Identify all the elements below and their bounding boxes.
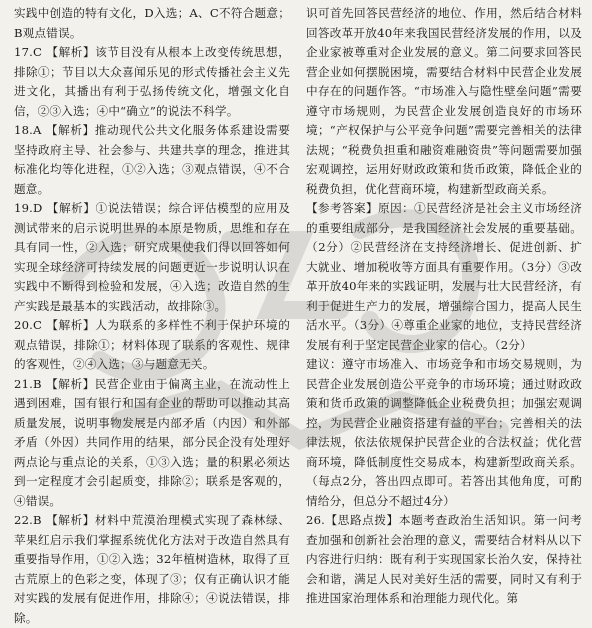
reference-answer: 【参考答案】原因：①民营经济是社会主义市场经济的重要组成部分，是我国经济社会发展的重要基础。（2分）②民营经济在支持经济增长、促进创新、扩大就业、增加税收等方面具有重要作用。（3分）③改革开放40年来的实践证明，发展与壮大民营经济，有利于促进生产力的发展，增强综合国力，提高人民生活水平。（3分）④尊重企业家的地位，支持民营经济发展有利于坚定民营企业家的信心。（2分） [306,201,582,352]
answer-20: 20.C 【解析】人为联系的多样性不利于保护环境的观点错误，排除①；材料体现了联系的客观性、规律的客观性，②④入选；③与题意无关。 [14,318,290,371]
answer-18: 18.A 【解析】推动现代公共文化服务体系建设需要坚持政府主导、社会参与、共建共享的理念，推进其标准化均等化进程，①②入选；③观点错误，④不合题意。 [14,123,290,196]
left-column [14,4,290,625]
left-paragraph: 实践中创造的特有文化，D入选；A、C不符合题意；B观点错误。 [14,6,290,40]
answer-26: 26.【思路点拨】本题考查政治生活知识。第一问考查加强和创新社会治理的意义，需要结合材料从以下内容进行归纳：既有利于实现国家长治久安，保持社会和谐，满足人民对美好生活的需要，同时又有利于推进国家治理体系和治理能力现代化。第 [306,513,582,605]
answer-19: 19.D 【解析】①说法错误；综合评估模型的应用及测试带来的启示说明世界的本原是物质，思维和存在具有同一性，②入选；研究成果使我们得以回答如何实现全球经济可持续发展的问题更近一步说明认识在实践中不断得到检验和发展，④入选；改造自然的生产实践是最基本的实践活动，故排除③。 [14,201,290,313]
answer-17: 17.C 【解析】该节目没有从根本上改变传统思想，排除①；节目以大众喜闻乐见的形式传播社会主义先进文化，其播出有利于弘扬传统文化，增强文化自信，②③入选；④中“确立”的说法不科学。 [14,45,290,118]
right-column [306,4,582,625]
right-paragraph-continued: 识可首先回答民营经济的地位、作用，然后结合材料回答改革开放40年来我国民营经济发展的作用，以及企业家被尊重对企业发展的意义。第二问要求回答民营企业如何摆脱困境，需要结合材料中民营企业发展中存在的问题作答。“市场准入与隐性壁垒问题”需要遵守市场规则，为民营企业发展创造良好的市场环境；“产权保护与公平竞争问题”需要完善相关的法律法规；“税费负担重和融资难融资贵”等问题需要加强宏观调控，运用好财政政策和货币政策，降低企业的税费负担，优化营商环境，构建新型政商关系。 [306,6,582,196]
suggestions: 建议：遵守市场准入、市场竞争和市场交易规则，为民营企业发展创造公平竞争的市场环境；通过财政政策和货币政策的调整降低企业税费负担；加强宏观调控，为民营企业融资搭建有益的平台；完善相关的法律法规，依法依规保护民营企业的合法权益；优化营商环境，降低制度性交易成本，构建新型政商关系。（每点2分，答出四点即可。若答出其他角度，可酌情给分，但总分不超过4分） [306,357,582,508]
answer-21: 21.B 【解析】民营企业由于偏离主业，在流动性上遇到困难，国有银行和国有企业的帮助可以推动其高质量发展，说明事物发展是内部矛盾（内因）和外部矛盾（外因）共同作用的结果，部分民企没有处理好两点论与重点论的关系，①③入选；量的积累必须达到一定程度才会引起质变，排除②；联系是客观的，④错误。 [14,376,290,508]
answer-22: 22.B 【解析】材料中荒漠治理模式实现了森林绿、苹果红启示我们掌握系统优化方法对于改造自然具有重要指导作用，①②入选；32年植树造林，取得了亘古荒原上的色彩之变，体现了③；仅有正确认识才能对实践的发展有促进作用，排除④；④说法错误，排除。 [14,513,290,625]
